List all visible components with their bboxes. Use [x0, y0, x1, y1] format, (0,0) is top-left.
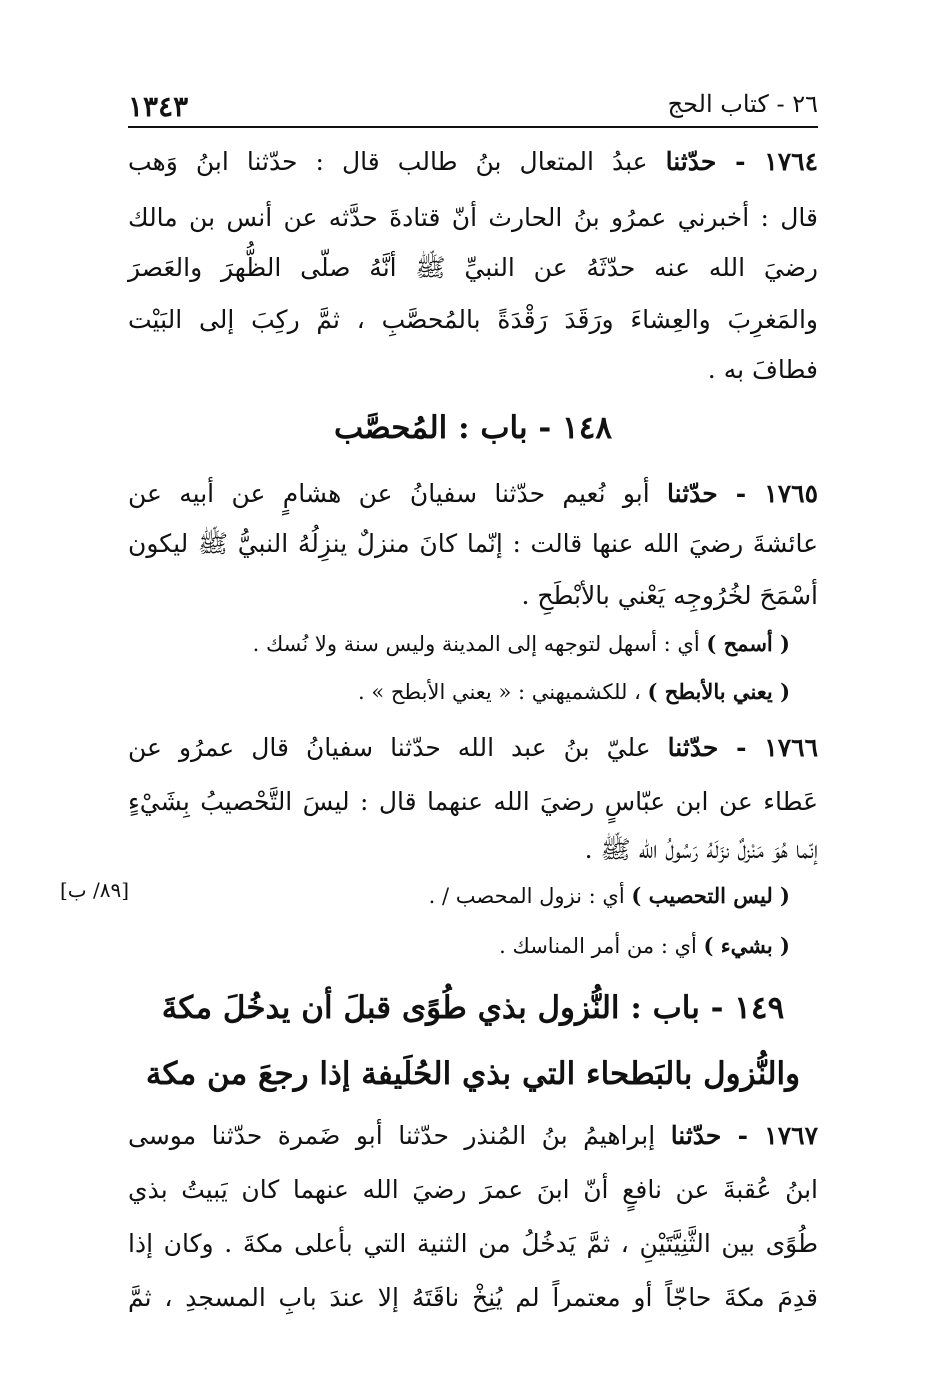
chapter-heading: ١٤٩ - باب : النُّزول بذي طُوًى قبلَ أن يدخُلَ مكةَ	[161, 990, 785, 1026]
folio-marker: [٨٩/ ب]	[60, 878, 130, 902]
text-line: والمَغرِبَ والعِشاءَ ورَقَدَ رَقْدَةً بالمُحصَّبِ ، ثمَّ ركِبَ إلى البَيْت	[128, 305, 818, 334]
text-line: قال : أخبرني عمرُو بنُ الحارث أنّ قتادةَ حدَّثه عن أنس بن مالك	[128, 203, 818, 232]
text-line: ١٧٦٤ - حدّثنا عبدُ المتعال بنُ طالب قال : حدّثنا ابنُ وَهب	[128, 147, 818, 176]
text-line: فطافَ به .	[707, 355, 818, 384]
header-rule	[128, 126, 818, 128]
gloss-note: ( بشيء ) أي : من أمر المناسك .	[499, 933, 790, 958]
text-line: ١٧٦٥ - حدّثنا أبو نُعيم حدّثنا سفيانُ عن هشامٍ عن أبيه عن	[128, 479, 818, 508]
text-line: ١٧٦٧ - حدّثنا إبراهيمُ بنُ المُنذر حدّثنا أبو ضَمرة حدّثنا موسى	[128, 1121, 819, 1150]
gloss-note: ( ليس التحصيب ) أي : نزول المحصب / .	[428, 883, 790, 908]
book-title: ٢٦ - كتاب الحج	[667, 90, 818, 118]
page-header	[128, 86, 818, 126]
text-line: ابنُ عُقبةَ عن نافعٍ أنّ ابنَ عمرَ رضيَ الله عنهما كان يَبيتُ بذي	[128, 1175, 818, 1204]
chapter-heading: ١٤٨ - باب : المُحصَّب	[333, 410, 612, 446]
text-line: ١٧٦٦ - حدّثنا عليّ بنُ عبد الله حدّثنا سفيانُ قال عمرُو عن	[128, 733, 818, 762]
text-line: إنّما هُوَ مَنْزلٌ نزَلَهُ رَسُولُ الله ﷺ .	[584, 835, 818, 864]
text-line: عَطاء عن ابن عبّاسٍ رضيَ الله عنهما قال : ليسَ التَّحْصيبُ بِشَيْءٍ	[128, 787, 818, 816]
chapter-heading: والنُّزول بالبَطحاء التي بذي الحُلَيفة إذا رجعَ من مكة	[145, 1056, 801, 1092]
gloss-note: ( أسمح ) أي : أسهل لتوجهه إلى المدينة وليس سنة ولا نُسك .	[252, 631, 790, 656]
text-line: طُوًى بين الثَّنِيَّتَيْنِ ، ثمَّ يَدخُلُ من الثنية التي بأعلى مكةَ . وكان إذا	[128, 1229, 818, 1258]
text-line: قدِمَ مكةَ حاجّاً أو معتمراً لم يُنِخْ ناقَتَهُ إلا عندَ بابِ المسجدِ ، ثمَّ	[128, 1283, 818, 1312]
page-number: ١٣٤٣	[128, 90, 189, 123]
gloss-note: ( يعني بالأبطح ) ، للكشميهني : « يعني الأبطح » .	[357, 679, 790, 704]
text-line: رضيَ الله عنه حدّثَهُ عن النبيِّ ﷺ أنَّهُ صلّى الظُّهرَ والعَصرَ	[128, 253, 818, 282]
text-line: عائشةَ رضيَ الله عنها قالت : إنّما كانَ منزلٌ ينزِلُهُ النبيُّ ﷺ ليكون	[128, 529, 818, 558]
text-line: أسْمَحَ لخُرُوجِه يَعْني بالأبْطَحِ .	[521, 581, 818, 610]
